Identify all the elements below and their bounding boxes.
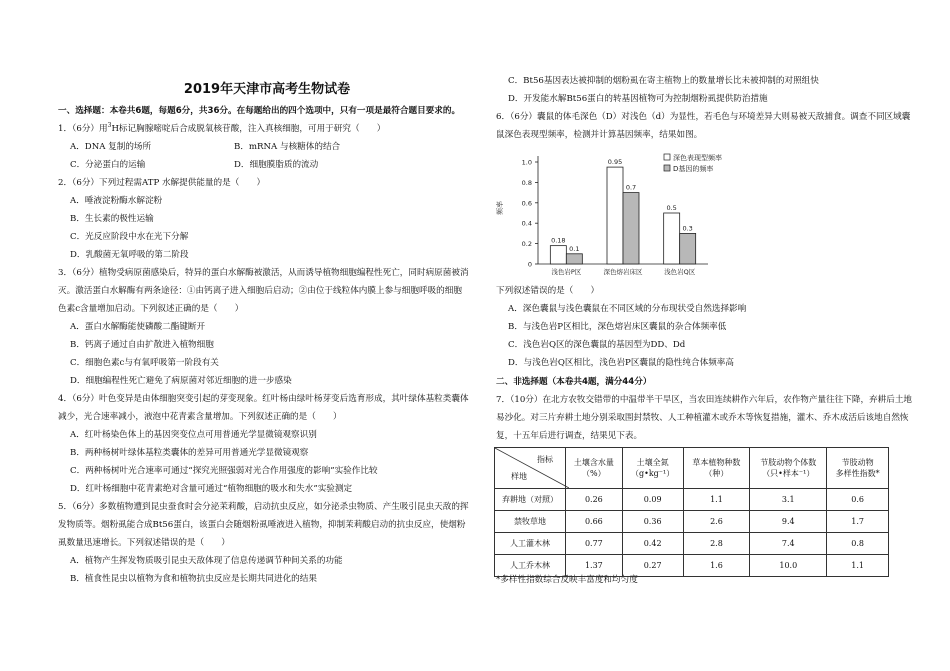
q3-option-d[interactable]: D．细胞编程性死亡避免了病原菌对邻近细胞的进一步感染 bbox=[70, 376, 292, 386]
table-corner-bottom: 样地 bbox=[511, 472, 527, 481]
q7-stem-line2: 易沙化。对三片弃耕土地分别采取围封禁牧、人工种植灌木或乔木等恢复措施，灌木、乔木成活后该地自然恢 bbox=[496, 413, 909, 423]
q2-option-d[interactable]: D．乳酸菌无氧呼吸的第二阶段 bbox=[70, 250, 189, 260]
q3-stem-line1: 3．（6分）植物受病原菌感染后，特异的蛋白水解酶被激活，从而诱导植物细胞编程性死亡，同时病原菌被消 bbox=[58, 268, 469, 278]
q6-option-c[interactable]: C．浅色岩Q区的深色囊鼠的基因型为DD、Dd bbox=[508, 340, 686, 350]
table-cell: 1.1 bbox=[827, 555, 889, 577]
table-cell: 2.8 bbox=[683, 533, 750, 555]
table-row bbox=[495, 489, 889, 511]
table-cell: 禁牧草地 bbox=[495, 511, 566, 533]
bar-data-label: 0.18 bbox=[551, 236, 566, 245]
table-cell: 1.1 bbox=[683, 489, 750, 511]
table-header-cell: 节肢动物个体数 （只•样本⁻¹） bbox=[750, 448, 827, 489]
table-header-cell: 土壤含水量 （%） bbox=[566, 448, 623, 489]
table-cell: 0.77 bbox=[566, 533, 623, 555]
table-cell: 人工灌木林 bbox=[495, 533, 566, 555]
legend-swatch bbox=[664, 154, 670, 160]
q1-option-b[interactable]: B．mRNA 与核糖体的结合 bbox=[234, 142, 341, 152]
q3-stem-line2: 灭。激活蛋白水解酶有两条途径：①由钙离子进入细胞后启动；②由位于线粒体内膜上参与细胞呼吸的细胞 bbox=[58, 286, 462, 296]
bar-data-label: 0.1 bbox=[569, 244, 580, 253]
table-cell: 人工乔木林 bbox=[495, 555, 566, 577]
section2-header: 二、非选择题（本卷共4题，满分44分） bbox=[496, 377, 652, 387]
x-tick-label: 浅色岩P区 bbox=[551, 268, 582, 276]
q4-option-a[interactable]: A．红叶杨染色体上的基因突变位点可用普通光学显微镜观察识别 bbox=[70, 430, 317, 440]
y-tick-label: 1.0 bbox=[521, 158, 532, 167]
table-header-cell: 节肢动物 多样性指数* bbox=[827, 448, 889, 489]
q3-option-b[interactable]: B．钙离子通过自由扩散进入植物细胞 bbox=[70, 340, 214, 350]
q1-stem bbox=[58, 123, 385, 135]
q1-stem-b: H标记胸腺嘧啶后合成脱氧核苷酸，注入真核细胞，可用于研究（ ） bbox=[111, 124, 386, 134]
table-corner-cell bbox=[495, 448, 566, 489]
q2-option-a[interactable]: A．唾液淀粉酶水解淀粉 bbox=[70, 196, 163, 206]
bar-d-gene-0 bbox=[566, 254, 582, 264]
q6-stem-line1: 6．（6分）囊鼠的体毛深色（D）对浅色（d）为显性，若毛色与环境差异大则易被天敌捕食。调查不同区域囊 bbox=[496, 112, 911, 122]
q4-option-b[interactable]: B．两种杨树叶绿体基粒类囊体的差异可用普通光学显微镜观察 bbox=[70, 448, 309, 458]
table-corner-top: 指标 bbox=[537, 455, 553, 464]
table-cell: 0.66 bbox=[566, 511, 623, 533]
q3-option-a[interactable]: A．蛋白水解酶能使磷酸二酯键断开 bbox=[70, 322, 206, 332]
q1-option-d[interactable]: D．细胞膜脂质的流动 bbox=[234, 160, 319, 170]
q5-option-b[interactable]: B．植食性昆虫以植物为食和植物抗虫反应是长期共同进化的结果 bbox=[70, 574, 317, 584]
q6-option-b[interactable]: B．与浅色岩P区相比，深色熔岩床区囊鼠的杂合体频率低 bbox=[508, 322, 727, 332]
table-header-cell: 草本植物种数 （种） bbox=[683, 448, 750, 489]
y-tick-label: 0.2 bbox=[521, 240, 532, 249]
q5-option-c[interactable]: C．Bt56基因表达被抑制的烟粉虱在寄主植物上的数量增长比未被抑制的对照组快 bbox=[508, 76, 819, 86]
table-row bbox=[495, 533, 889, 555]
y-axis-label: 频率 bbox=[496, 201, 504, 215]
bar-data-label: 0.7 bbox=[625, 183, 637, 192]
bar-dark-phenotype-2 bbox=[664, 213, 680, 264]
q4-option-d[interactable]: D．红叶杨细胞中花青素绝对含量可通过“植物细胞的吸水和失水”实验测定 bbox=[70, 484, 353, 494]
table-cell: 9.4 bbox=[750, 511, 827, 533]
q1-option-a[interactable]: A．DNA 复制的场所 bbox=[70, 142, 152, 152]
table-cell: 2.6 bbox=[683, 511, 750, 533]
table-cell: 1.7 bbox=[827, 511, 889, 533]
q5-stem-line2: 发物质等。烟粉虱能合成Bt56蛋白，该蛋白会随烟粉虱唾液进入植物，抑制茉莉酸启动的抗虫反应，使烟粉 bbox=[58, 520, 466, 530]
paper-title: 2019年天津市高考生物试卷 bbox=[183, 82, 351, 97]
q5-stem-line3: 虱数量迅速增长。下列叙述错误的是（ ） bbox=[58, 538, 230, 548]
table-cell: 0.27 bbox=[622, 555, 683, 577]
table-cell: 7.4 bbox=[750, 533, 827, 555]
q4-stem-line1: 4．（6分）叶色变异是由体细胞突变引起的芽变现象。红叶杨由绿叶杨芽变后选育形成，其叶绿体基粒类囊体 bbox=[58, 394, 469, 404]
q1-stem-a: 1．（6分）用 bbox=[58, 124, 108, 134]
q5-stem-line1: 5．（6分）多数植物遭到昆虫蚕食时会分泌茉莉酸，启动抗虫反应，如分泌杀虫物质、产生吸引昆虫天敌的挥 bbox=[58, 502, 469, 512]
x-tick-label: 浅色岩Q区 bbox=[664, 268, 696, 276]
table-cell: 3.1 bbox=[750, 489, 827, 511]
legend-label: D基因的频率 bbox=[673, 165, 714, 173]
q7-stem-line3: 复，十五年后进行调查，结果见下表。 bbox=[496, 431, 643, 441]
bar-dark-phenotype-0 bbox=[550, 246, 566, 264]
y-tick-label: 0 bbox=[527, 260, 532, 269]
q1-option-c[interactable]: C．分泌蛋白的运输 bbox=[70, 160, 146, 170]
y-tick-label: 0.6 bbox=[521, 199, 532, 208]
q2-option-c[interactable]: C．光反应阶段中水在光下分解 bbox=[70, 232, 189, 242]
table-row bbox=[495, 555, 889, 577]
q7-footnote: *多样性指数综合反映丰富度和均匀度 bbox=[496, 575, 638, 585]
q4-option-c[interactable]: C．两种杨树叶光合速率可通过“探究光照强弱对光合作用强度的影响”实验作比较 bbox=[70, 466, 378, 476]
legend-label: 深色表现型频率 bbox=[673, 154, 722, 162]
table-cell: 弃耕地（对照） bbox=[495, 489, 566, 511]
table-corner-diagonal bbox=[495, 448, 569, 488]
table-cell: 1.37 bbox=[566, 555, 623, 577]
q6-option-a[interactable]: A．深色囊鼠与浅色囊鼠在不同区域的分布现状受自然选择影响 bbox=[508, 304, 747, 314]
table-cell: 0.8 bbox=[827, 533, 889, 555]
table-header-cell: 土壤全氮 （g•kg⁻¹） bbox=[622, 448, 683, 489]
bar-d-gene-2 bbox=[680, 233, 696, 264]
chart-bars bbox=[550, 158, 695, 264]
q6-option-d[interactable]: D．与浅色岩Q区相比，浅色岩P区囊鼠的隐性纯合体频率高 bbox=[508, 358, 734, 368]
q5-option-a[interactable]: A．植物产生挥发物质吸引昆虫天敌体现了信息传递调节种间关系的功能 bbox=[70, 556, 343, 566]
q5-option-d[interactable]: D．开发能水解Bt56蛋白的转基因植物可为控制烟粉虱提供防治措施 bbox=[508, 94, 768, 104]
gene-frequency-chart bbox=[496, 148, 826, 282]
survey-table bbox=[494, 447, 889, 577]
q1-stem-sup: 3 bbox=[107, 122, 112, 130]
bar-data-label: 0.5 bbox=[666, 204, 677, 212]
table-cell: 0.36 bbox=[622, 511, 683, 533]
bar-data-label: 0.95 bbox=[607, 158, 623, 167]
q2-stem: 2．（6分）下列过程需ATP 水解提供能量的是（ ） bbox=[58, 178, 266, 188]
bar-data-label: 0.3 bbox=[682, 224, 693, 233]
y-tick-label: 0.4 bbox=[521, 219, 532, 228]
q4-stem-line2: 减少，光合速率减小，液泡中花青素含量增加。下列叙述正确的是（ ） bbox=[58, 412, 342, 422]
table-cell: 0.6 bbox=[827, 489, 889, 511]
q2-option-b[interactable]: B．生长素的极性运输 bbox=[70, 214, 154, 224]
table-cell: 0.09 bbox=[622, 489, 683, 511]
q7-stem-line1: 7．（10分）在北方农牧交错带的中温带半干旱区，当农田连续耕作六年后，农作物产量往往下降，弃耕后土地 bbox=[496, 395, 913, 405]
q3-stem-line3: 色素c含量增加启动。下列叙述正确的是（ ） bbox=[58, 304, 244, 314]
chart-legend bbox=[664, 153, 722, 173]
table-cell: 0.42 bbox=[622, 533, 683, 555]
legend-swatch bbox=[664, 165, 670, 171]
bar-dark-phenotype-1 bbox=[607, 167, 623, 264]
section1-header: 一、选择题：本卷共6题，每题6分，共36分。在每题给出的四个选项中，只有一项是最符合题目要求的。 bbox=[58, 106, 461, 116]
table-cell: 1.6 bbox=[683, 555, 750, 577]
q6-question: 下列叙述错误的是（ ） bbox=[496, 286, 600, 296]
table-cell: 0.26 bbox=[566, 489, 623, 511]
q6-stem-line2: 鼠深色表现型频率，检测并计算基因频率，结果如图。 bbox=[496, 130, 703, 140]
y-tick-label: 0.8 bbox=[521, 178, 532, 187]
bar-d-gene-1 bbox=[623, 193, 639, 264]
x-tick-label: 深色熔岩床区 bbox=[603, 268, 643, 276]
table-row bbox=[495, 511, 889, 533]
table-cell: 10.0 bbox=[750, 555, 827, 577]
q3-option-c[interactable]: C．细胞色素c与有氧呼吸第一阶段有关 bbox=[70, 358, 219, 368]
